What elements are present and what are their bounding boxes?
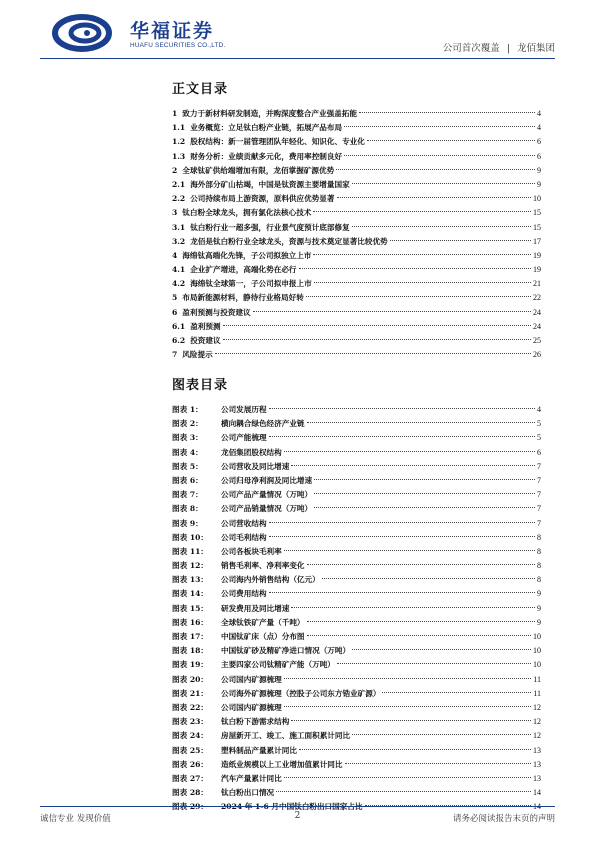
text-toc-entry[interactable] [172,320,541,334]
entry-page: 5 [537,419,541,429]
figure-toc-entry[interactable] [172,687,541,701]
entry-page: 13 [533,745,541,755]
text-toc-entry[interactable] [172,107,541,121]
footer-disclaimer: 请务必阅读报告末页的声明 [452,814,555,824]
entry-title: 公司归母净利润及同比增速 [221,475,313,485]
entry-number: 4.2 [172,279,186,289]
entry-title: 布局新能源材料，静待行业格局好转 [182,293,304,303]
text-toc-title: 正文目录 [172,82,229,97]
entry-number: 4.1 [172,265,186,275]
entry-page: 7 [537,504,541,514]
text-toc-entry[interactable] [172,235,541,249]
text-toc-list [172,107,541,362]
entry-title: 销售毛利率、净利率变化 [221,561,305,571]
entry-page: 6 [537,137,541,147]
figure-toc-entry[interactable] [172,786,541,800]
figure-toc-entry[interactable] [172,616,541,630]
entry-page: 10 [533,646,541,656]
entry-number: 3.2 [172,236,186,246]
figure-toc-entry[interactable] [172,517,541,531]
text-toc-entry[interactable] [172,192,541,206]
brand-name-en: HUAFU SECURITIES CO.,LTD. [130,42,226,49]
entry-page: 4 [537,123,541,133]
entry-number: 1.1 [172,123,186,133]
text-toc-entry[interactable] [172,291,541,305]
figure-toc-entry[interactable] [172,644,541,658]
entry-page: 10 [533,194,541,204]
entry-title: 中国钛矿砂及精矿净进口情况（万吨） [221,646,351,656]
dot-leader [269,408,535,409]
figure-toc-entry[interactable] [172,460,541,474]
dot-leader [215,353,531,354]
header-separator: | [506,43,510,54]
entry-title: 造纸业规模以上工业增加值累计同比 [221,759,343,769]
huafu-emblem-icon [52,14,114,52]
entry-page: 22 [533,293,541,303]
entry-number: 4 [172,250,178,260]
entry-page: 6 [537,151,541,161]
entry-number: 图表 13： [172,575,208,585]
figure-toc-entry[interactable] [172,715,541,729]
text-toc-entry[interactable] [172,348,541,362]
entry-title: 公司费用结构 [221,589,267,599]
figure-toc-entry[interactable] [172,531,541,545]
footer-divider [40,806,555,807]
entry-title: 全球钛铁矿产量（千吨） [221,617,305,627]
figure-toc-title: 图表目录 [172,378,229,393]
dot-leader [367,140,535,141]
text-toc-entry[interactable] [172,164,541,178]
entry-page: 8 [537,532,541,542]
entry-page: 12 [533,702,541,712]
entry-number: 图表 26： [172,759,208,769]
brand-name-cn: 华福证券 [130,20,215,42]
text-toc-entry[interactable] [172,277,541,291]
entry-page: 9 [537,617,541,627]
dot-leader [284,451,535,452]
entry-page: 13 [533,759,541,769]
entry-title: 公司海内外销售结构（亿元） [221,575,320,585]
entry-title: 钛白粉出口情况 [221,788,275,798]
dot-leader [284,550,535,551]
dot-leader [291,607,535,608]
entry-title: 中国钛矿床（点）分布图 [221,632,305,641]
entry-page: 7 [537,461,541,471]
dot-leader [223,339,531,340]
entry-page: 12 [533,717,541,727]
entry-title: 公司国内矿源梳理 [221,702,282,712]
entry-number: 图表 1： [172,405,203,414]
dot-leader [269,522,535,523]
dot-leader [253,311,531,312]
dot-leader [284,777,531,778]
entry-title: 海绵钛高端化先锋，子公司拟独立上市 [182,250,312,260]
entry-title: 塑料制品产量累计同比 [221,745,297,755]
entry-title: 股权结构：新一届管理团队年轻化、知识化、专业化 [190,137,365,147]
entry-title: 公司产品产量情况（万吨） [221,490,313,500]
dot-leader [344,126,535,127]
huafu-logo [52,14,226,52]
entry-page: 19 [533,265,541,275]
text-toc-entry[interactable] [172,121,541,135]
entry-title: 海绵钛全球第一，子公司拟申报上市 [190,279,312,289]
entry-page: 26 [533,350,541,360]
figure-toc-entry[interactable] [172,488,541,502]
header-divider [40,58,555,59]
dot-leader [390,240,531,241]
entry-number: 图表 10： [172,532,208,542]
text-toc-entry[interactable] [172,334,541,348]
figure-toc-entry[interactable] [172,431,541,445]
figure-toc-entry[interactable] [172,658,541,672]
dot-leader [284,678,532,679]
dot-leader [314,507,535,508]
figure-toc-entry[interactable] [172,417,541,431]
entry-page: 11 [533,688,541,698]
entry-number: 3.1 [172,222,186,232]
report-type: 公司首次覆盖 [442,43,500,54]
entry-title: 公司持续布局上游资源，原料供应优势显著 [190,194,335,204]
entry-page: 8 [537,575,541,585]
entry-number: 3 [172,208,178,218]
entry-number: 图表 8： [172,504,203,514]
entry-page: 21 [533,279,541,289]
entry-number: 图表 18： [172,646,208,656]
figure-toc-entry[interactable] [172,772,541,786]
header-report-info [443,40,555,54]
dot-leader [382,692,531,693]
entry-number: 6 [172,307,178,317]
entry-title: 钛白粉全球龙头，拥有氯化法核心技术 [182,208,312,218]
entry-title: 钛白粉下游需求结构 [221,717,290,727]
dot-leader [322,578,535,579]
text-toc-entry[interactable] [172,221,541,235]
dot-leader [345,763,532,764]
dot-leader [314,282,531,283]
entry-title: 财务分析：业绩贡献多元化，费用率控制良好 [190,151,343,161]
figure-toc-entry[interactable] [172,559,541,573]
figure-toc-entry[interactable] [172,729,541,743]
entry-page: 10 [533,632,541,641]
entry-page: 9 [537,165,541,175]
entry-title: 盈利预测与投资建议 [182,307,251,317]
entry-number: 图表 20： [172,674,208,684]
entry-page: 13 [533,773,541,783]
entry-number: 图表 22： [172,702,208,712]
entry-title: 公司毛利结构 [221,532,267,542]
entry-page: 9 [537,603,541,613]
figure-toc-entry[interactable] [172,630,541,644]
entry-page: 12 [533,731,541,741]
dot-leader [352,734,531,735]
dot-leader [307,422,535,423]
dot-leader [336,169,535,170]
entry-page: 4 [537,109,541,118]
entry-number: 图表 25： [172,745,208,755]
figure-toc-entry[interactable] [172,446,541,460]
entry-page: 10 [533,660,541,670]
entry-page: 15 [533,222,541,232]
entry-title: 横向耦合绿色经济产业链 [221,419,305,429]
figure-toc-entry[interactable] [172,403,541,417]
entry-number: 图表 3： [172,433,203,443]
entry-number: 1.3 [172,151,186,161]
page-header [0,0,595,64]
entry-title: 汽车产量累计同比 [221,773,282,783]
text-toc-entry[interactable] [172,178,541,192]
company-name: 龙佰集团 [516,43,555,54]
entry-number: 图表 14： [172,589,208,599]
text-toc-entry[interactable] [172,135,541,149]
entry-number: 图表 9： [172,518,203,528]
entry-number: 图表 12： [172,561,208,571]
entry-number: 图表 24： [172,731,208,741]
entry-page: 5 [537,433,541,443]
figure-toc-list [172,403,541,814]
text-toc-entry[interactable] [172,306,541,320]
entry-title: 公司各板块毛利率 [221,546,282,556]
dot-leader [306,296,531,297]
entry-number: 图表 28： [172,788,208,798]
figure-toc-entry[interactable] [172,744,541,758]
figure-toc-entry[interactable] [172,758,541,772]
entry-page: 7 [537,475,541,485]
dot-leader [352,649,531,650]
entry-number: 图表 16： [172,617,208,627]
text-toc-entry[interactable] [172,206,541,220]
entry-page: 24 [533,307,541,317]
entry-title: 业务概览：立足钛白粉产业链，拓展产品布局 [190,123,343,133]
page-number: 2 [294,811,301,821]
entry-page: 4 [537,405,541,414]
entry-title: 风险提示 [182,350,213,360]
entry-page: 7 [537,490,541,500]
dot-leader [352,226,531,227]
entry-title: 全球钛矿供给端增加有限，龙佰掌握矿源优势 [182,165,335,175]
entry-title: 研发费用及同比增速 [221,603,290,613]
figure-toc-entry[interactable] [172,573,541,587]
dot-leader [291,720,531,721]
figure-toc-entry[interactable] [172,701,541,715]
entry-page: 6 [537,447,541,457]
entry-title: 致力于新材料研发制造，并购深度整合产业强盖拓能 [182,109,357,118]
dot-leader [314,493,535,494]
entry-page: 14 [533,788,541,798]
entry-number: 图表 4： [172,447,203,457]
dot-leader [307,635,531,636]
entry-title: 公司发展历程 [221,405,267,414]
dot-leader [359,112,535,113]
dot-leader [223,325,531,326]
entry-page: 19 [533,250,541,260]
dot-leader [269,536,535,537]
entry-number: 图表 19： [172,660,208,670]
entry-title: 公司产品销量情况（万吨） [221,504,313,514]
entry-title: 龙佰集团股权结构 [221,447,282,457]
entry-number: 5 [172,293,178,303]
entry-number: 2.1 [172,179,186,189]
dot-leader [352,183,535,184]
entry-page: 17 [533,236,541,246]
dot-leader [284,706,531,707]
entry-page: 8 [537,561,541,571]
figure-toc-entry[interactable] [172,587,541,601]
entry-page: 15 [533,208,541,218]
figure-toc-entry[interactable] [172,545,541,559]
entry-title: 主要四家公司钛精矿产能（万吨） [221,660,335,670]
entry-number: 图表 5： [172,461,203,471]
dot-leader [269,436,535,437]
entry-page: 24 [533,321,541,331]
entry-number: 6.2 [172,336,186,345]
entry-number: 图表 23： [172,717,208,727]
entry-page: 7 [537,518,541,528]
entry-title: 龙佰是钛白粉行业全球龙头，资源与技术奠定显著比较优势 [190,236,388,246]
entry-number: 6.1 [172,321,186,331]
entry-number: 图表 2： [172,419,203,429]
dot-leader [344,155,535,156]
entry-page: 8 [537,546,541,556]
entry-number: 7 [172,350,178,360]
figure-toc-entry[interactable] [172,673,541,687]
entry-page: 25 [533,336,541,345]
entry-title: 房屋新开工、竣工、施工面积累计同比 [221,731,351,741]
entry-title: 海外部分矿山枯竭，中国是钛资源主要增量国家 [190,179,350,189]
dot-leader [299,749,531,750]
figure-toc-entry[interactable] [172,602,541,616]
figure-toc-entry[interactable] [172,474,541,488]
entry-title: 公司营收及同比增速 [221,461,290,471]
entry-title: 公司营收结构 [221,518,267,528]
entry-number: 图表 21： [172,688,208,698]
dot-leader [307,564,535,565]
footer-slogan: 诚信专业 发现价值 [40,814,111,824]
dot-leader [314,479,535,480]
dot-leader [313,254,531,255]
entry-number: 图表 15： [172,603,208,613]
entry-number: 图表 27： [172,773,208,783]
entry-title: 公司产能梳理 [221,433,267,443]
dot-leader [337,197,532,198]
figure-toc-entry[interactable] [172,502,541,516]
text-toc-entry[interactable] [172,263,541,277]
dot-leader [307,621,535,622]
text-toc-entry[interactable] [172,249,541,263]
dot-leader [313,211,531,212]
entry-number: 图表 7： [172,490,203,500]
entry-title: 公司海外矿源梳理（控股子公司东方锆业矿源） [221,688,381,698]
entry-number: 1.2 [172,137,186,147]
entry-title: 企业扩产增进，高端化势在必行 [190,265,297,275]
entry-number: 图表 6： [172,475,203,485]
entry-number: 1 [172,109,178,118]
entry-number: 2.2 [172,194,186,204]
text-toc-entry[interactable] [172,150,541,164]
dot-leader [269,592,535,593]
dot-leader [337,663,531,664]
dot-leader [299,268,531,269]
entry-number: 图表 11： [172,546,208,556]
entry-page: 11 [533,674,541,684]
entry-title: 钛白粉行业一超多强，行业景气度预计底部修复 [190,222,350,232]
entry-title: 投资建议 [190,336,221,345]
entry-page: 9 [537,589,541,599]
entry-number: 图表 17： [172,632,208,641]
entry-title: 盈利预测 [190,321,221,331]
entry-number: 2 [172,165,178,175]
entry-page: 9 [537,179,541,189]
entry-title: 公司国内矿源梳理 [221,674,282,684]
dot-leader [276,791,531,792]
dot-leader [291,465,535,466]
